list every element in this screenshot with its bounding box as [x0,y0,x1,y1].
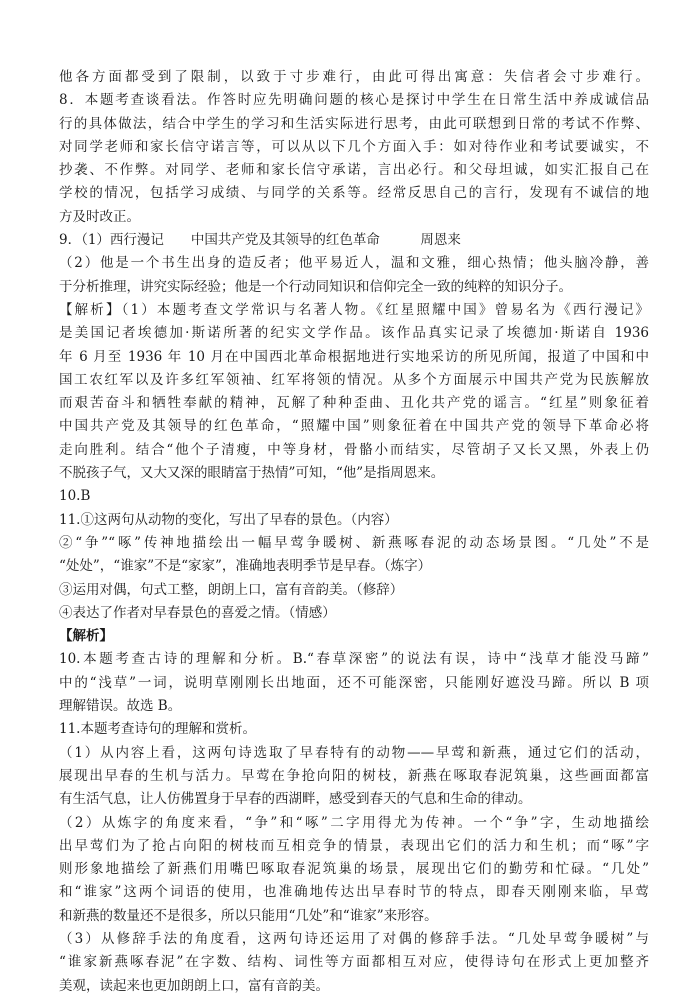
text-line: 11.①这两句从动物的变化，写出了早春的景色。（内容） [59,511,398,528]
text-line: “处处”，“谁家”不是“家家”，准确地表明季节是早春。（炼字） [59,558,432,575]
text-line: ③运用对偶，句式工整，朗朗上口，富有音韵美。（修辞） [59,581,404,598]
text-line: 是美国记者埃德加·斯诺所著的纪实文学作品。该作品真实记录了埃德加·斯诺自 1936 [59,325,649,342]
text-line: 10.B [59,488,91,505]
text-line: 和新燕的数量还不是很多，所以只能用“几处”和“谁家”来形容。 [59,907,438,924]
text-line: （2）他是一个书生出身的造反者；他平易近人，温和文雅，细心热情；他头脑冷静，善 [59,255,649,272]
text-line: 美观，读起来也更加朗朗上口，富有音韵美。 [59,977,329,994]
text-line: 11.本题考查诗句的理解和赏析。 [59,721,256,738]
text-line: 国工农红军以及许多红军领袖、红军将领的情况。从多个方面展示中国共产党为民族解放 [59,371,649,388]
text-line: 出早莺们为了抢占向阳的树枝而互相竞争的情景，表现出它们的活力和生机；而“啄”字 [59,837,649,854]
text-line: （2）从炼字的角度来看，“争”和“啄”二字用得尤为传神。一个“争”字，生动地描绘 [59,814,649,831]
text-line: 8．本题考查谈看法。作答时应先明确问题的核心是探讨中学生在日常生活中养成诚信品 [59,92,649,109]
text-line: （3）从修辞手法的角度看，这两句诗还运用了对偶的修辞手法。“几处早莺争暖树”与 [59,930,649,947]
text-line: 而艰苦奋斗和牺牲奉献的精神，瓦解了种种歪曲、丑化共产党的谣言。“红星”则象征着 [59,395,649,412]
section-heading: 【解析】 [59,628,113,645]
text-line: 不脱孩子气，又大又深的眼睛富于热情”可知，“他”是指周恩来。 [59,465,445,482]
text-line: 行的具体做法，结合中学生的学习和生活实际进行思考，由此可联想到日常的考试不作弊、 [59,115,649,132]
text-line: 对同学老师和家长信守诺言等，可以从以下几个方面入手：如对待作业和考试要诚实，不 [59,138,649,155]
text-line: ②“争”“啄”传神地描绘出一幅早莺争暖树、新燕啄春泥的动态场景图。“几处”不是 [59,534,649,551]
text-line: 理解错误。故选 B。 [59,698,182,715]
text-line: 展现出早春的生机与活力。早莺在争抢向阳的树枝，新燕在啄取春泥筑巢，这些画面都富 [59,767,649,784]
text-line: 9．（1）西行漫记 中国共产党及其领导的红色革命 周恩来 [59,232,461,249]
text-line: 于分析推理，讲究实际经验；他是一个行动同知识和信仰完全一致的纯粹的知识分子。 [59,278,572,295]
text-line: （1）从内容上看，这两句诗选取了早春特有的动物——早莺和新燕，通过它们的活动， [59,744,649,761]
text-line: 10.本题考查古诗的理解和分析。B.“春草深密”的说法有误，诗中“浅草才能没马蹄” [59,651,649,668]
text-line: 他各方面都受到了限制，以致于寸步难行，由此可得出寓意：失信者会寸步难行。 [59,69,649,85]
text-line: 【解析】（1）本题考查文学常识与名著人物。《红星照耀中国》曾易名为《西行漫记》 [59,301,649,318]
text-line: 方及时改正。 [59,208,140,225]
text-line: 抄袭、不作弊。对同学、老师和家长信守承诺，言出必行。和父母坦诚，如实汇报自己在 [59,162,649,179]
text-line: 学校的情况，包括学习成绩、与同学的关系等。经常反思自己的言行，发现有不诚信的地 [59,185,649,202]
text-line: 走向胜利。结合“他个子清瘦，中等身材，骨骼小而结实，尽管胡子又长又黑，外表上仍 [59,441,649,458]
text-line: 有生活气息，让人仿佛置身于早春的西湖畔，感受到春天的气息和生命的律动。 [59,791,532,808]
text-line: 和“谁家”这两个词语的使用，也准确地传达出早春时节的特点，即春天刚刚来临，早莺 [59,884,649,901]
text-line: 年 6 月至 1936 年 10 月在中国西北革命根据地进行实地采访的所见所闻，报道了中国和中 [59,348,649,365]
text-line: 中的“浅草”一词，说明草刚刚长出地面，还不可能深密，只能刚好遮没马蹄。所以 B 项 [59,674,649,691]
text-line: 则形象地描绘了新燕们用嘴巴啄取春泥筑巢的场景，展现出它们的勤劳和忙碌。“几处” [59,861,649,878]
text-line: 中国共产党及其领导的红色革命，“照耀中国”则象征着在中国共产党的领导下革命必将 [59,418,649,435]
text-line: “谁家新燕啄春泥”在字数、结构、词性等方面都相互对应，使得诗句在形式上更加整齐 [59,954,649,971]
text-line: ④表达了作者对早春景色的喜爱之情。（情感） [59,604,336,621]
